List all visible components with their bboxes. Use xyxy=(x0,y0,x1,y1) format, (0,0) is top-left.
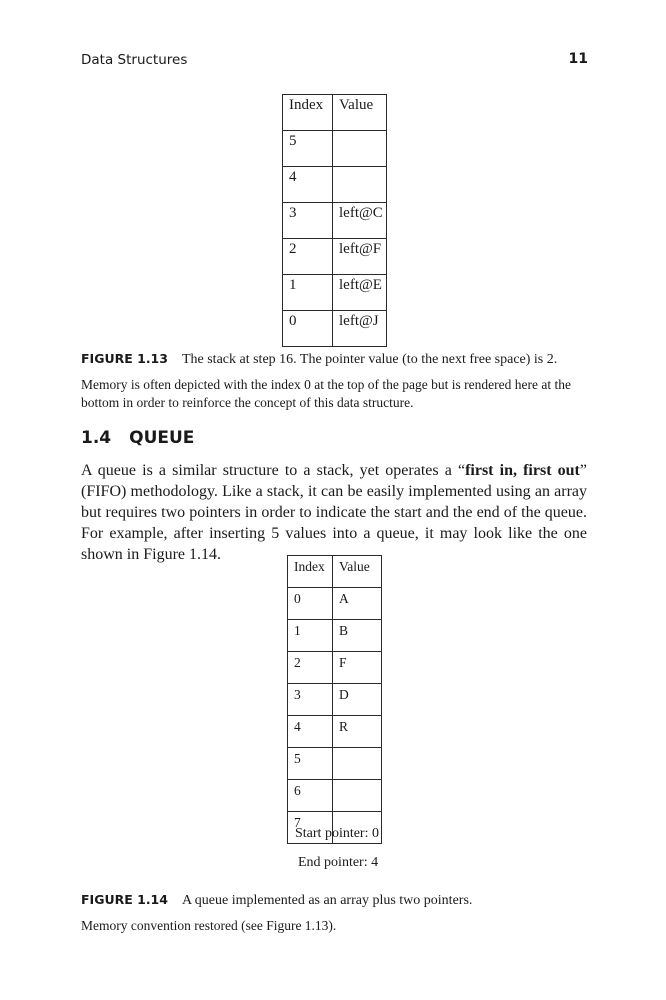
table-row xyxy=(288,588,382,620)
value-cell: F xyxy=(333,652,382,684)
queue-memory-table xyxy=(287,555,382,844)
paragraph-text-end: ” (FIFO) methodology. Like a stack, it can be easily implemented using an array but requires two pointers in order to indicate the start and the end of the queue. For example, after inserting 5 values into a queue, it may look like the one shown in Figure 1.14. xyxy=(81,462,587,563)
table-row xyxy=(283,239,387,275)
value-cell xyxy=(333,131,387,167)
index-cell: 5 xyxy=(283,131,333,167)
start-pointer-label: Start pointer: 0 xyxy=(295,826,379,841)
value-cell xyxy=(333,780,382,812)
figure-caption-1-13 xyxy=(81,351,557,368)
index-cell: 4 xyxy=(283,167,333,203)
value-cell: B xyxy=(333,620,382,652)
table-header-row xyxy=(288,556,382,588)
caption-text: The stack at step 16. The pointer value (to the next free space) is 2. xyxy=(181,352,558,367)
column-header-value: Value xyxy=(333,95,387,131)
column-header-index: Index xyxy=(288,556,333,588)
paragraph-emphasis: first in, first out xyxy=(465,462,580,479)
table-row xyxy=(288,652,382,684)
index-cell: 2 xyxy=(283,239,333,275)
body-paragraph xyxy=(81,460,587,565)
index-cell: 0 xyxy=(288,588,333,620)
section-heading xyxy=(81,428,194,448)
figure-caption-1-14 xyxy=(81,892,472,909)
value-cell: left@E xyxy=(333,275,387,311)
index-cell: 4 xyxy=(288,716,333,748)
figure-note-1-14: Memory convention restored (see Figure 1.13). xyxy=(81,918,337,933)
column-header-value: Value xyxy=(333,556,382,588)
index-cell: 0 xyxy=(283,311,333,347)
value-cell: R xyxy=(333,716,382,748)
column-header-index: Index xyxy=(283,95,333,131)
end-pointer-label: End pointer: 4 xyxy=(298,855,379,870)
caption-text: A queue implemented as an array plus two pointers. xyxy=(181,893,473,908)
index-cell: 3 xyxy=(288,684,333,716)
table-row xyxy=(283,167,387,203)
table-row xyxy=(288,748,382,780)
index-cell: 5 xyxy=(288,748,333,780)
index-cell: 1 xyxy=(283,275,333,311)
table-row xyxy=(283,203,387,239)
index-cell: 2 xyxy=(288,652,333,684)
index-cell: 3 xyxy=(283,203,333,239)
figure-label: FIGURE 1.13 xyxy=(81,351,168,366)
table-row xyxy=(283,311,387,347)
value-cell xyxy=(333,748,382,780)
table-header-row xyxy=(283,95,387,131)
section-number: 1.4 xyxy=(81,428,112,448)
value-cell: D xyxy=(333,684,382,716)
value-cell: left@F xyxy=(333,239,387,275)
table-row xyxy=(288,716,382,748)
index-cell: 7 xyxy=(288,812,333,844)
stack-memory-table xyxy=(282,94,387,347)
value-cell: A xyxy=(333,588,382,620)
paragraph-text-start: A queue is a similar structure to a stack, yet operates a “ xyxy=(81,462,466,479)
index-cell: 6 xyxy=(288,780,333,812)
table-row xyxy=(283,131,387,167)
figure-label: FIGURE 1.14 xyxy=(81,892,168,907)
page-number: 11 xyxy=(568,51,588,67)
value-cell: left@C xyxy=(333,203,387,239)
running-head: Data Structures xyxy=(81,52,188,68)
value-cell: left@J xyxy=(333,311,387,347)
value-cell xyxy=(333,167,387,203)
figure-note-1-13: Memory is often depicted with the index 0 at the top of the page but is rendered here at the bottom in order to reinforce the concept of this data structure. xyxy=(81,377,571,410)
table-row xyxy=(288,684,382,716)
index-cell: 1 xyxy=(288,620,333,652)
section-title: QUEUE xyxy=(129,428,195,448)
table-row xyxy=(288,780,382,812)
table-row xyxy=(283,275,387,311)
table-row xyxy=(288,620,382,652)
